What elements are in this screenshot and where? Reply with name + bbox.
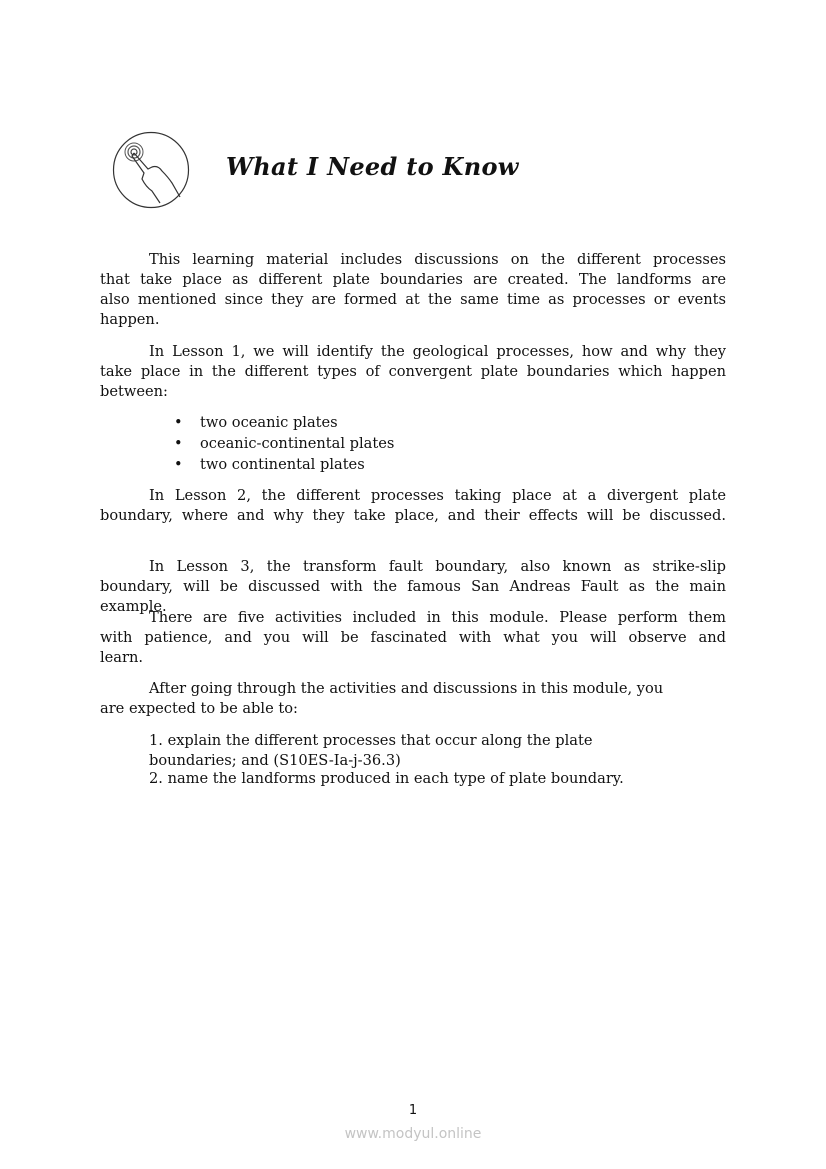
text-line: with patience, and you will be fascinated with what you will observe and	[100, 629, 726, 646]
text-line: In Lesson 2, the different processes taking place at a divergent plate	[149, 487, 726, 504]
text-line: In Lesson 3, the transform fault boundary, also known as strike-slip	[149, 558, 726, 575]
list-item-text: two continental plates	[200, 456, 365, 473]
pointing-hand-icon	[112, 131, 190, 209]
bullet-icon: •	[174, 414, 183, 431]
page-number: 1	[408, 1103, 418, 1118]
text-line: between:	[100, 383, 168, 400]
text-line: This learning material includes discussions on the different processes	[149, 251, 726, 268]
objective-item: 2. name the landforms produced in each type of plate boundary.	[149, 770, 624, 787]
text-line: boundary, will be discussed with the famous San Andreas Fault as the main	[100, 578, 726, 595]
bullet-icon: •	[174, 435, 183, 452]
list-item-text: oceanic-continental plates	[200, 435, 395, 452]
text-line: happen.	[100, 311, 160, 328]
objective-item: 1. explain the different processes that occur along the plate	[149, 732, 593, 749]
list-item-text: two oceanic plates	[200, 414, 338, 431]
text-line: also mentioned since they are formed at the same time as processes or events	[100, 291, 726, 308]
text-line: example.	[100, 598, 167, 615]
section-title: What I Need to Know	[226, 152, 519, 181]
text-line: In Lesson 1, we will identify the geological processes, how and why they	[149, 343, 726, 360]
objective-item: boundaries; and (S10ES-Ia-j-36.3)	[149, 752, 401, 769]
watermark: www.modyul.online	[344, 1126, 482, 1142]
bullet-icon: •	[174, 456, 183, 473]
text-line: boundary, where and why they take place, and their effects will be discussed.	[100, 507, 726, 524]
text-line: that take place as different plate boundaries are created. The landforms are	[100, 271, 726, 288]
text-line: There are five activities included in this module. Please perform them	[149, 609, 726, 626]
text-line: After going through the activities and discussions in this module, you	[149, 680, 664, 697]
text-line: take place in the different types of convergent plate boundaries which happen	[100, 363, 726, 380]
text-line: learn.	[100, 649, 144, 666]
text-line: are expected to be able to:	[100, 700, 298, 717]
